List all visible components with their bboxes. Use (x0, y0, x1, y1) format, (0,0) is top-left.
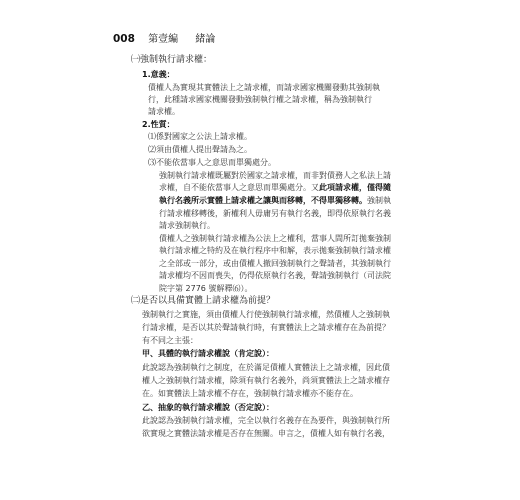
list-item: ⑴係對國家之公法上請求權。 (148, 132, 252, 141)
subsection-2-number: 2. (142, 120, 151, 129)
paragraph-line: 在。如實體法上請求權不存在，強制執行請求權亦不能存在。 (142, 389, 358, 398)
paragraph-line: 權人之強制執行請求權，除須有執行名義外，尚須實體法上之請求權存 (142, 376, 390, 385)
subsection-2-heading (142, 119, 175, 130)
paragraph-line (159, 195, 391, 206)
subsection-1-number: 1. (142, 70, 151, 79)
paragraph-line: 此說認為強制執行請求權，完全以執行名義存在為要件，與強制執行所 (142, 416, 390, 425)
paragraph-line (159, 182, 391, 193)
page-number: 008 (113, 33, 135, 45)
section-1-heading: ㈠強制執行請求權： (131, 55, 213, 65)
text-run: 求權，自不能依當事人之意思而單獨處分。又 (159, 183, 319, 192)
emphasis-text: 執行名義所示實體上請求權之讓與而移轉，不得單獨移轉。 (159, 196, 367, 205)
paragraph-line: 債權人為實現其實體法上之請求權，而請求國家機關發動其強制執 (148, 83, 380, 92)
emphasis-text: 此項請求權，僅得隨 (319, 183, 391, 192)
chapter-label: 緒論 (195, 34, 216, 45)
page-header (113, 30, 215, 45)
subsection-2-title: 性質： (150, 120, 175, 129)
text-run: 強制執 (367, 196, 391, 205)
section-2-heading: ㈡是否以具備實體上請求權為前提？ (131, 296, 276, 306)
paragraph-line: 行請求權，是否以其於聲請執行時，有實體法上之請求權存在為前提？ (142, 323, 390, 332)
list-item: ⑶不能依當事人之意思而單獨處分。 (148, 158, 276, 167)
paragraph-line: 強制執行之實施，須由債權人行使強制執行請求權，然債權人之強制執 (142, 310, 390, 319)
paragraph-line: 執行請求權之特約及在執行程序中和解，表示拋棄強制執行請求權 (159, 246, 391, 255)
subsection-1-heading (142, 69, 175, 80)
paragraph-line: 院字第 2776 號解釋⑹）。 (159, 284, 253, 293)
paragraph-line: 債權人之強制執行請求權為公法上之權利，當事人間所訂拋棄強制 (159, 234, 391, 243)
paragraph-line: 此說認為強制執行之制度，在於滿足債權人實體法上之請求權，因此債 (142, 363, 390, 372)
paragraph-line: 強制執行請求權既屬對於國家之請求權，而非對債務人之私法上請 (159, 171, 391, 180)
paragraph-line: 行，此種請求國家機關發動強制執行權之請求權，稱為強制執行 (148, 95, 372, 104)
paragraph-line: 欲實現之實體法請求權是否存在無關。申言之，債權人如有執行名義， (142, 429, 390, 438)
paragraph-line: 請求權。 (148, 107, 180, 116)
theory-b-heading: 乙、抽象的執行請求權說（否定說）： (142, 403, 274, 412)
part-label: 第壹編 (148, 34, 179, 45)
theory-a-heading: 甲、具體的執行請求權說（肯定說）： (142, 349, 274, 358)
subsection-1-title: 意義： (150, 70, 175, 79)
paragraph-line: 之全部或一部分，或由債權人撤回強制執行之聲請者，其強制執行 (159, 259, 391, 268)
paragraph-line: 請求權均不因而喪失，仍得依原執行名義，聲請強制執行（司法院 (159, 271, 391, 280)
paragraph-line: 行請求權移轉後，新權利人毋庸另有執行名義，即得依原執行名義 (159, 209, 391, 218)
list-item: ⑵須由債權人提出聲請為之。 (148, 145, 252, 154)
paragraph-line: 請求強制執行。 (159, 221, 215, 230)
paragraph-line: 有不同之主張： (142, 336, 198, 345)
